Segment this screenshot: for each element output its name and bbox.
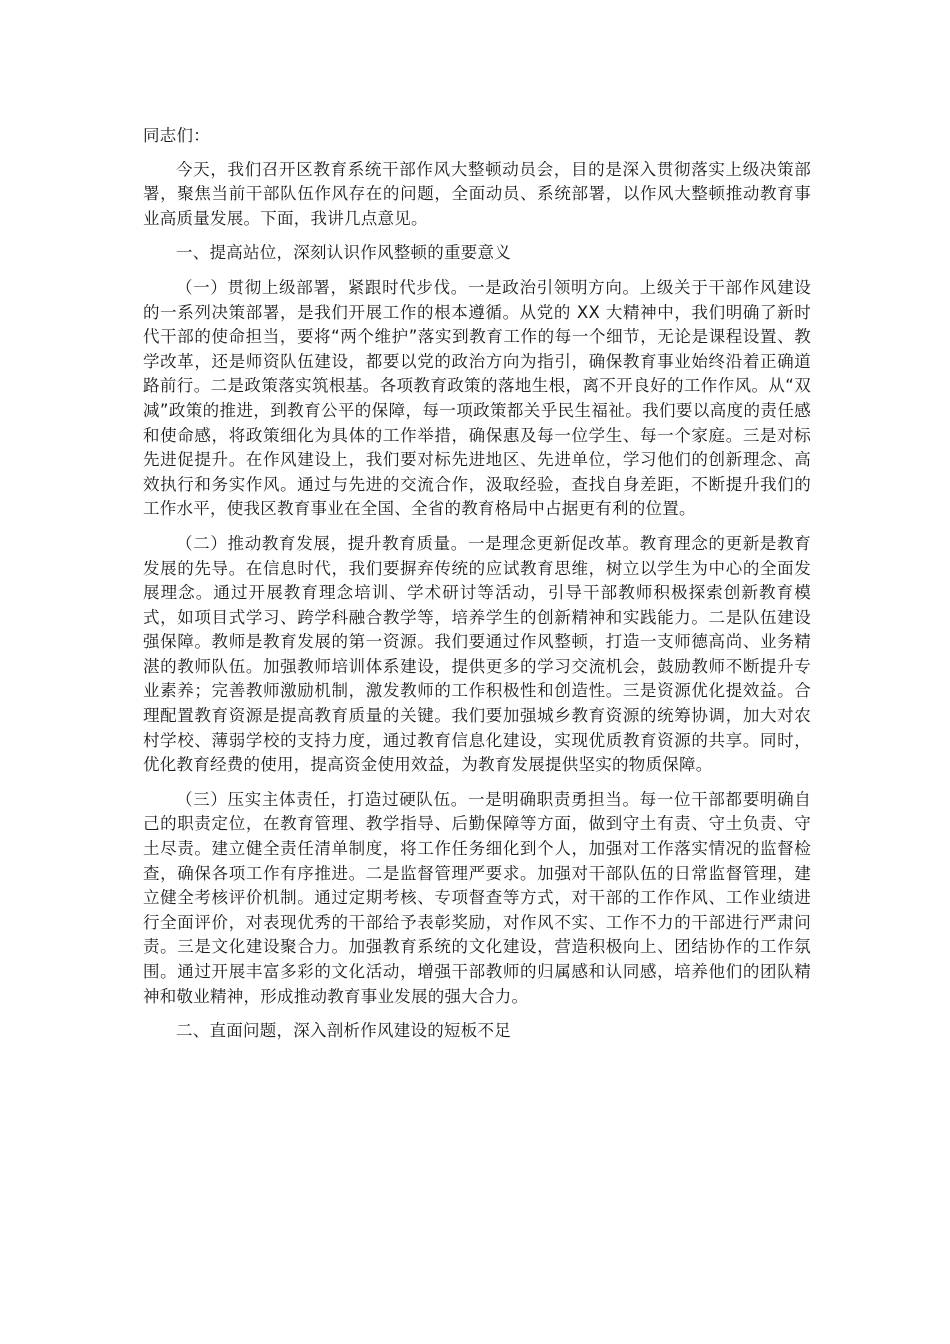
document-body <box>143 124 811 1054</box>
section-1-paragraph-1: （一）贯彻上级部署，紧跟时代步伐。一是政治引领明方向。上级关于干部作风建设的一系列决策部署，是我们开展工作的根本遵循。从党的 XX 大精神中，我们明确了新时代干部的使命担当，要将“两个维护”落实到教育工作的每一个细节，无论是课程设置、教学改革，还是师资队伍建设，都要以党的政治方向为指引，确保教育事业始终沿着正确道路前行。二是政策落实筑根基。各项教育政策的落地生根，离不开良好的工作作风。从“双减”政策的推进，到教育公平的保障，每一项政策都关乎民生福祉。我们要以高度的责任感和使命感，将政策细化为具体的工作举措，确保惠及每一位学生、每一个家庭。三是对标先进促提升。在作风建设上，我们要对标先进地区、先进单位，学习他们的创新理念、高效执行和务实作风。通过与先进的交流合作，汲取经验，查找自身差距，不断提升我们的工作水平，使我区教育事业在全国、全省的教育格局中占据更有利的位置。 <box>143 277 811 519</box>
section-heading-1: 一、提高站位，深刻认识作风整顿的重要意义 <box>176 243 511 263</box>
section-1-paragraph-2: （二）推动教育发展，提升教育质量。一是理念更新促改革。教育理念的更新是教育发展的先导。在信息时代，我们要摒弃传统的应试教育思维，树立以学生为中心的全面发展理念。通过开展教育理念培训、学术研讨等活动，引导干部教师积极探索创新教育模式，如项目式学习、跨学科融合教学等，培养学生的创新精神和实践能力。二是队伍建设强保障。教师是教育发展的第一资源。我们要通过作风整顿，打造一支师德高尚、业务精湛的教师队伍。加强教师培训体系建设，提供更多的学习交流机会，鼓励教师不断提升专业素养；完善教师激励机制，激发教师的工作积极性和创造性。三是资源优化提效益。合理配置教育资源是提高教育质量的关键。我们要加强城乡教育资源的统筹协调，加大对农村学校、薄弱学校的支持力度，通过教育信息化建设，实现优质教育资源的共享。同时，优化教育经费的使用，提高资金使用效益，为教育发展提供坚实的物质保障。 <box>143 533 811 775</box>
section-heading-2: 二、直面问题，深入剖析作风建设的短板不足 <box>176 1021 511 1041</box>
section-1-paragraph-3: （三）压实主体责任，打造过硬队伍。一是明确职责勇担当。每一位干部都要明确自己的职责定位，在教育管理、教学指导、后勤保障等方面，做到守土有责、守土负责、守土尽责。建立健全责任清单制度，将工作任务细化到个人，加强对工作落实情况的监督检查，确保各项工作有序推进。二是监督管理严要求。加强对干部队伍的日常监督管理，建立健全考核评价机制。通过定期考核、专项督查等方式，对干部的工作作风、工作业绩进行全面评价，对表现优秀的干部给予表彰奖励，对作风不实、工作不力的干部进行严肃问责。三是文化建设聚合力。加强教育系统的文化建设，营造积极向上、团结协作的工作氛围。通过开展丰富多彩的文化活动，增强干部教师的归属感和认同感，培养他们的团队精神和敬业精神，形成推动教育事业发展的强大合力。 <box>143 789 811 1006</box>
salutation: 同志们： <box>143 126 210 145</box>
opening-paragraph: 今天，我们召开区教育系统干部作风大整顿动员会，目的是深入贯彻落实上级决策部署，聚焦当前干部队伍作风存在的问题，全面动员、系统部署，以作风大整顿推动教育事业高质量发展。下面，我讲几点意见。 <box>143 159 811 228</box>
